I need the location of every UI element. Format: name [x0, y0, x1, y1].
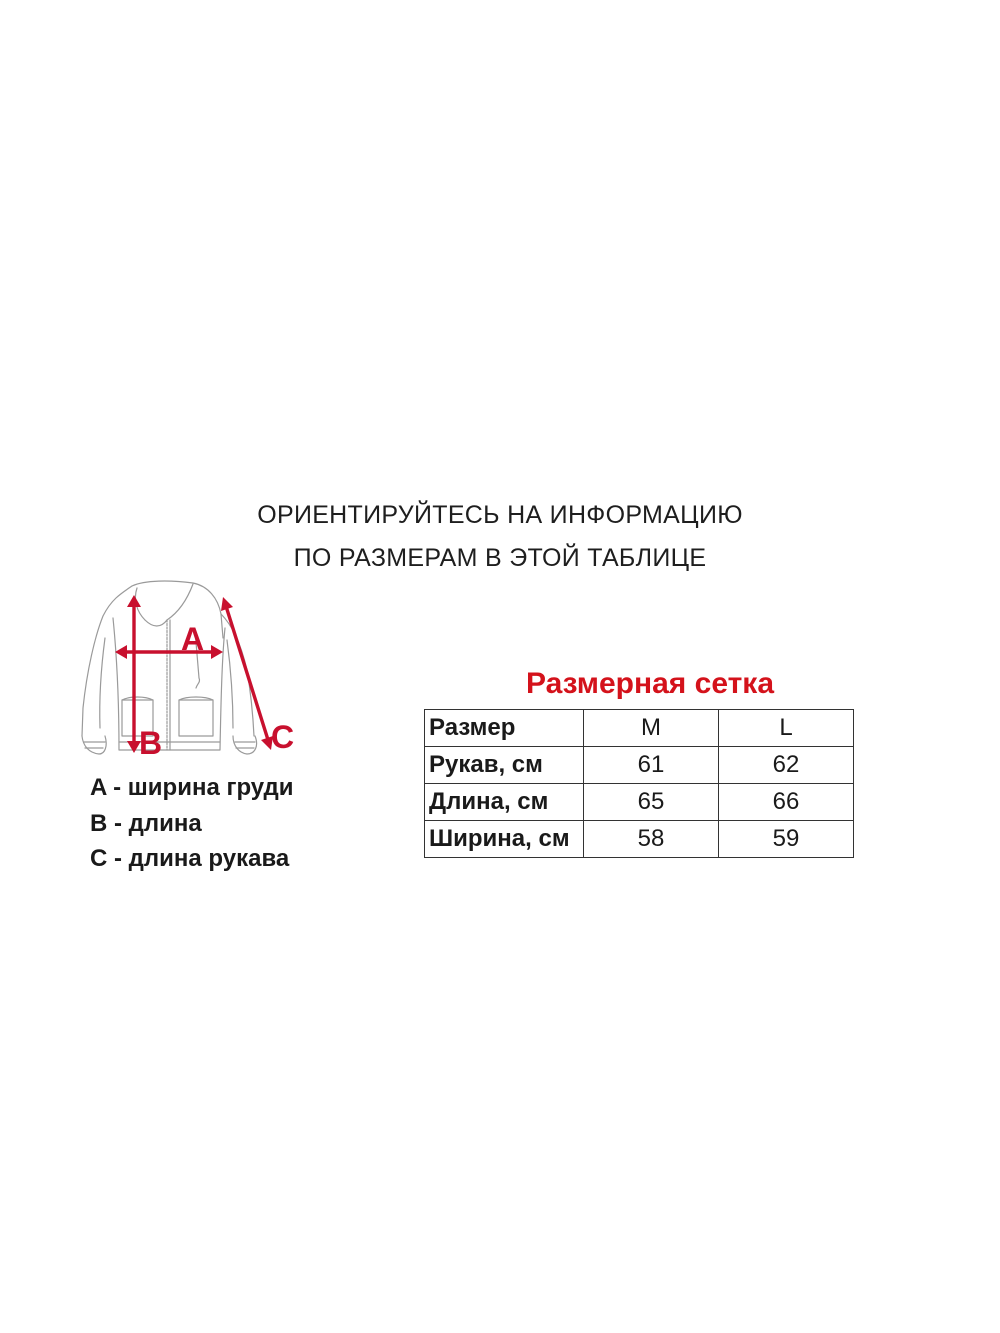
header-size-m: M: [584, 710, 719, 747]
row-label-sleeve: Рукав, см: [425, 747, 584, 784]
size-table: [424, 709, 854, 858]
cell-width-m: 58: [584, 821, 719, 858]
intro-line-2: ПО РАЗМЕРАМ В ЭТОЙ ТАБЛИЦЕ: [293, 544, 707, 572]
jacket-sketch-icon: [75, 578, 315, 763]
cell-sleeve-m: 61: [584, 747, 719, 784]
header-size-l: L: [719, 710, 854, 747]
row-label-length: Длина, см: [425, 784, 584, 821]
header-size-label: Размер: [425, 710, 584, 747]
cell-length-l: 66: [719, 784, 854, 821]
legend-b: B - длина: [90, 809, 202, 837]
measurement-legend: [90, 770, 294, 877]
intro-line-1: ОРИЕНТИРУЙТЕСЬ НА ИНФОРМАЦИЮ: [257, 501, 743, 529]
size-table-title: Размерная сетка: [525, 667, 775, 700]
cell-sleeve-l: 62: [719, 747, 854, 784]
table-header-row: [425, 710, 854, 747]
legend-c: C - длина рукава: [90, 845, 290, 872]
cell-length-m: 65: [584, 784, 719, 821]
label-b: B: [139, 725, 163, 761]
table-row: [425, 747, 854, 784]
label-c: C: [271, 719, 295, 755]
row-label-width: Ширина, см: [425, 821, 584, 858]
table-row: [425, 784, 854, 821]
cell-width-l: 59: [719, 821, 854, 858]
legend-a: A - ширина груди: [90, 774, 294, 801]
intro-text: [0, 494, 1000, 580]
table-row: [425, 821, 854, 858]
label-a: A: [181, 621, 205, 657]
